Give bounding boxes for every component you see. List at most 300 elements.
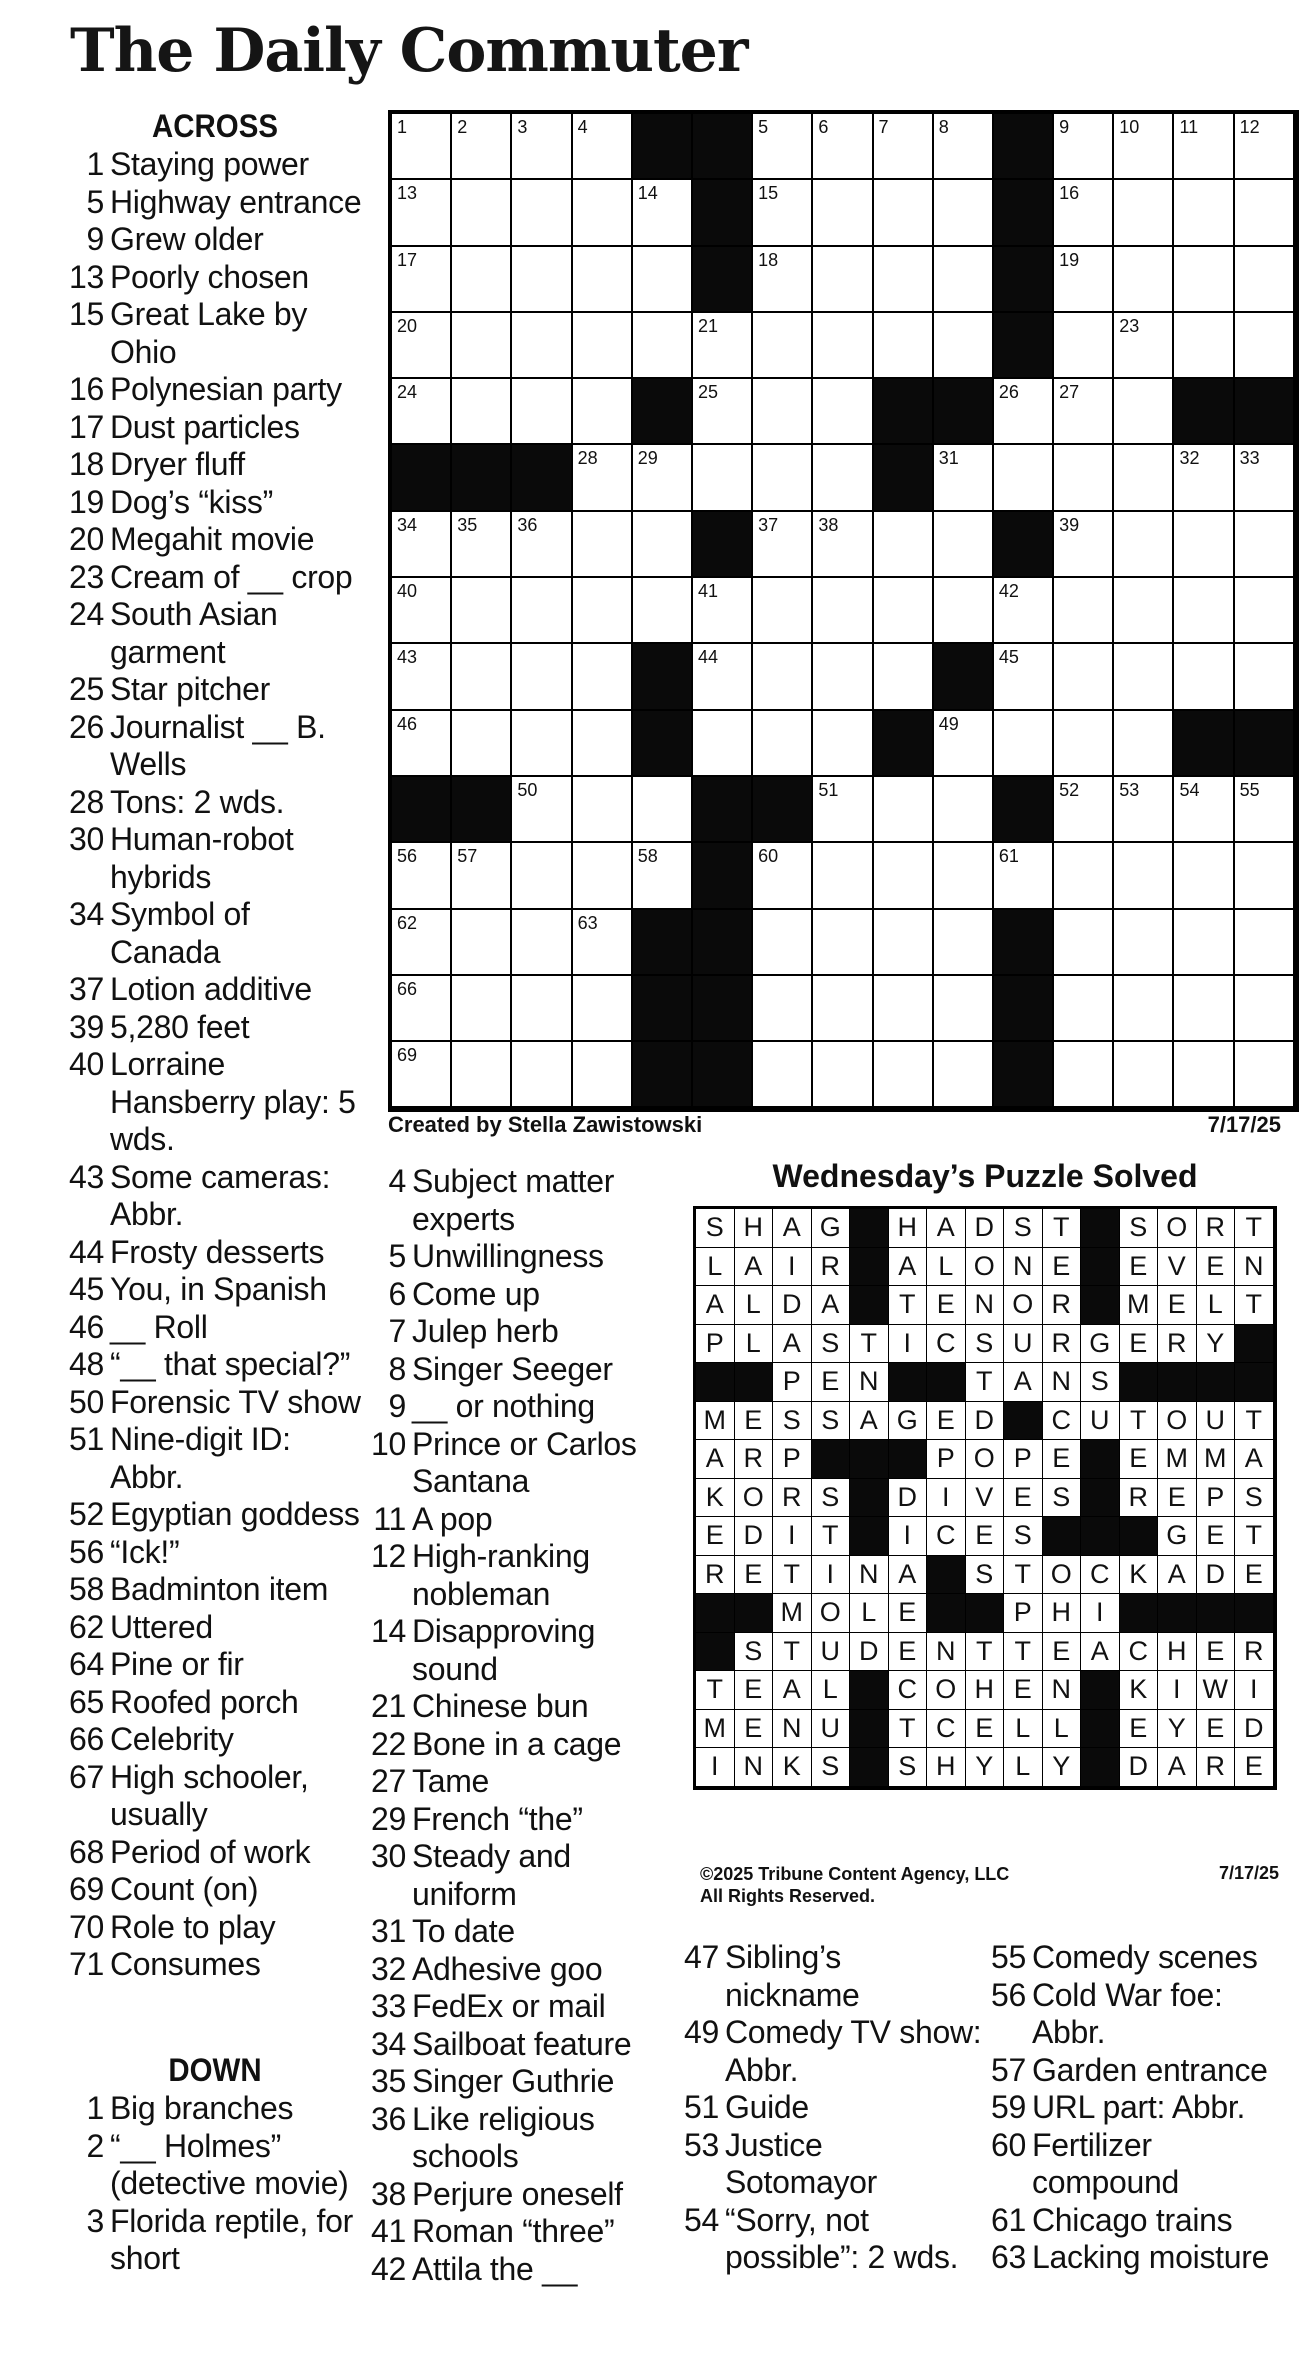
grid-cell[interactable] — [512, 1042, 572, 1108]
cell-number: 61 — [998, 846, 1019, 867]
grid-cell[interactable] — [1114, 180, 1174, 246]
grid-cell[interactable] — [874, 976, 934, 1042]
grid-cell[interactable] — [1054, 114, 1114, 180]
grid-cell[interactable] — [452, 910, 512, 976]
grid-cell[interactable] — [693, 644, 753, 710]
solution-letter: T — [1120, 1402, 1159, 1441]
grid-cell[interactable] — [512, 114, 572, 180]
clue-text: Celebrity — [110, 1721, 234, 1757]
grid-cell[interactable] — [573, 512, 633, 578]
grid-cell[interactable] — [452, 114, 512, 180]
crossword-grid — [388, 110, 1299, 1112]
grid-cell[interactable] — [633, 777, 693, 843]
grid-cell[interactable] — [1174, 114, 1234, 180]
clue-item — [370, 1613, 670, 1688]
grid-cell[interactable] — [512, 843, 572, 909]
grid-cell[interactable] — [1174, 644, 1234, 710]
clue-item — [68, 1946, 368, 1984]
grid-cell[interactable] — [452, 313, 512, 379]
grid-cell[interactable] — [1235, 644, 1295, 710]
clue-number: 28 — [69, 783, 104, 820]
grid-cell[interactable] — [813, 843, 873, 909]
solution-letter: H — [889, 1209, 928, 1248]
grid-cell[interactable] — [1114, 777, 1174, 843]
solution-letter: A — [927, 1209, 966, 1248]
grid-cell[interactable] — [633, 578, 693, 644]
grid-cell[interactable] — [994, 711, 1054, 777]
grid-cell[interactable] — [753, 379, 813, 445]
grid-cell[interactable] — [1235, 247, 1295, 313]
solution-row — [696, 1479, 1274, 1518]
clue-item — [370, 2176, 670, 2214]
grid-cell[interactable] — [934, 313, 994, 379]
solution-letter: C — [1120, 1633, 1159, 1672]
grid-cell[interactable] — [994, 578, 1054, 644]
solution-letter: S — [812, 1479, 851, 1518]
grid-cell[interactable] — [1174, 843, 1234, 909]
grid-cell[interactable] — [1114, 114, 1174, 180]
clue-item — [370, 1276, 670, 1314]
solution-letter: S — [966, 1325, 1005, 1364]
solution-letter: E — [1235, 1748, 1274, 1787]
grid-cell[interactable] — [934, 910, 994, 976]
grid-cell[interactable] — [693, 711, 753, 777]
grid-cell[interactable] — [633, 445, 693, 511]
cell-number: 40 — [397, 581, 418, 602]
solution-letter: A — [1158, 1556, 1197, 1595]
black-square — [1235, 1325, 1274, 1364]
clue-item — [68, 184, 368, 222]
grid-cell[interactable] — [1054, 777, 1114, 843]
black-square — [994, 976, 1054, 1042]
grid-cell[interactable] — [1235, 445, 1295, 511]
grid-cell[interactable] — [874, 180, 934, 246]
grid-cell[interactable] — [753, 247, 813, 313]
grid-cell[interactable] — [1174, 247, 1234, 313]
grid-cell[interactable] — [512, 247, 572, 313]
solution-letter: I — [812, 1556, 851, 1595]
solution-letter: D — [773, 1286, 812, 1325]
grid-cell[interactable] — [874, 1042, 934, 1108]
grid-cell[interactable] — [813, 1042, 873, 1108]
grid-cell[interactable] — [452, 379, 512, 445]
clue-text: Tons: 2 wds. — [110, 783, 285, 820]
grid-cell[interactable] — [934, 1042, 994, 1108]
clue-number: 56 — [69, 1533, 104, 1570]
grid-cell[interactable] — [1235, 910, 1295, 976]
grid-cell[interactable] — [573, 976, 633, 1042]
grid-cell[interactable] — [1054, 910, 1114, 976]
grid-cell[interactable] — [1235, 777, 1295, 843]
grid-cell[interactable] — [573, 114, 633, 180]
black-square — [934, 644, 994, 710]
black-square — [927, 1363, 966, 1402]
clue-number: 40 — [69, 1046, 104, 1082]
black-square — [693, 976, 753, 1042]
grid-cell[interactable] — [392, 843, 452, 909]
grid-cell[interactable] — [452, 644, 512, 710]
black-square — [874, 379, 934, 445]
grid-cell[interactable] — [392, 512, 452, 578]
clue-item — [68, 1684, 368, 1722]
grid-cell[interactable] — [874, 644, 934, 710]
grid-cell[interactable] — [934, 114, 994, 180]
grid-row — [392, 711, 1295, 777]
clue-text: Prince or Carlos Santana — [412, 1425, 637, 1499]
solution-row — [696, 1325, 1274, 1364]
grid-cell[interactable] — [813, 247, 873, 313]
clue-item — [68, 1609, 368, 1647]
grid-cell[interactable] — [633, 843, 693, 909]
solution-letter: S — [1004, 1209, 1043, 1248]
grid-cell[interactable] — [1174, 777, 1234, 843]
grid-cell[interactable] — [512, 512, 572, 578]
grid-cell[interactable] — [934, 247, 994, 313]
clue-text: Nine-digit ID: Abbr. — [110, 1421, 291, 1495]
grid-cell[interactable] — [753, 843, 813, 909]
grid-cell[interactable] — [512, 313, 572, 379]
grid-cell[interactable] — [1174, 445, 1234, 511]
grid-cell[interactable] — [934, 711, 994, 777]
clue-number: 8 — [388, 1350, 406, 1387]
grid-cell[interactable] — [874, 843, 934, 909]
grid-cell[interactable] — [633, 247, 693, 313]
cell-number: 42 — [998, 581, 1019, 602]
grid-cell[interactable] — [1054, 180, 1114, 246]
grid-cell[interactable] — [934, 976, 994, 1042]
grid-cell[interactable] — [1235, 843, 1295, 909]
clue-item — [370, 2251, 670, 2289]
solution-letter: A — [812, 1286, 851, 1325]
grid-cell[interactable] — [392, 910, 452, 976]
black-square — [966, 1594, 1005, 1633]
grid-cell[interactable] — [1114, 644, 1174, 710]
grid-cell[interactable] — [392, 313, 452, 379]
grid-cell[interactable] — [1054, 445, 1114, 511]
grid-cell[interactable] — [1174, 1042, 1234, 1108]
clue-text: Steady and uniform — [412, 1838, 571, 1912]
grid-cell[interactable] — [753, 578, 813, 644]
grid-cell[interactable] — [753, 445, 813, 511]
clue-number: 65 — [69, 1683, 104, 1720]
grid-cell[interactable] — [753, 180, 813, 246]
grid-cell[interactable] — [1114, 711, 1174, 777]
clue-item — [370, 1763, 670, 1801]
grid-cell[interactable] — [1174, 578, 1234, 644]
clue-item — [68, 2090, 368, 2128]
grid-cell[interactable] — [452, 976, 512, 1042]
clue-item — [68, 821, 368, 896]
grid-cell[interactable] — [392, 180, 452, 246]
clue-number: 21 — [371, 1688, 406, 1724]
grid-cell[interactable] — [1054, 247, 1114, 313]
solution-letter: L — [927, 1248, 966, 1287]
black-square — [693, 114, 753, 180]
clue-item — [990, 2202, 1290, 2240]
grid-cell[interactable] — [573, 843, 633, 909]
grid-cell[interactable] — [1114, 1042, 1174, 1108]
grid-cell[interactable] — [1054, 379, 1114, 445]
grid-cell[interactable] — [512, 644, 572, 710]
cell-number: 6 — [818, 117, 829, 137]
solution-letter: U — [812, 1633, 851, 1672]
grid-cell[interactable] — [452, 180, 512, 246]
grid-cell[interactable] — [1114, 843, 1174, 909]
grid-cell[interactable] — [392, 1042, 452, 1108]
grid-cell[interactable] — [1174, 313, 1234, 379]
grid-cell[interactable] — [1235, 578, 1295, 644]
grid-cell[interactable] — [874, 114, 934, 180]
clue-text: Perjure oneself — [412, 2175, 623, 2212]
clue-number: 3 — [86, 2202, 104, 2239]
clue-number: 61 — [991, 2201, 1026, 2238]
grid-cell[interactable] — [693, 578, 753, 644]
solution-letter: R — [696, 1556, 735, 1595]
grid-cell[interactable] — [573, 777, 633, 843]
grid-cell[interactable] — [813, 114, 873, 180]
grid-cell[interactable] — [813, 644, 873, 710]
grid-cell[interactable] — [813, 711, 873, 777]
grid-cell[interactable] — [1174, 512, 1234, 578]
grid-cell[interactable] — [452, 843, 512, 909]
grid-cell[interactable] — [1114, 445, 1174, 511]
grid-cell[interactable] — [512, 180, 572, 246]
grid-cell[interactable] — [753, 910, 813, 976]
cell-number: 8 — [938, 117, 949, 137]
grid-cell[interactable] — [753, 313, 813, 379]
solution-letter: N — [966, 1286, 1005, 1325]
grid-cell[interactable] — [994, 379, 1054, 445]
grid-cell[interactable] — [1114, 578, 1174, 644]
grid-cell[interactable] — [813, 445, 873, 511]
grid-cell[interactable] — [1054, 843, 1114, 909]
grid-cell[interactable] — [813, 379, 873, 445]
grid-cell[interactable] — [1114, 247, 1174, 313]
clue-number: 16 — [69, 371, 104, 407]
clue-item — [370, 1838, 670, 1913]
solution-letter: I — [773, 1517, 812, 1556]
grid-cell[interactable] — [874, 910, 934, 976]
grid-cell[interactable] — [934, 445, 994, 511]
solution-letter: E — [735, 1556, 774, 1595]
grid-cell[interactable] — [753, 644, 813, 710]
grid-cell[interactable] — [813, 777, 873, 843]
grid-cell[interactable] — [813, 976, 873, 1042]
grid-cell[interactable] — [392, 247, 452, 313]
grid-cell[interactable] — [753, 1042, 813, 1108]
grid-cell[interactable] — [1174, 910, 1234, 976]
solution-letter: G — [1158, 1517, 1197, 1556]
solution-letter: N — [1004, 1248, 1043, 1287]
solution-letter: U — [812, 1710, 851, 1749]
grid-cell[interactable] — [573, 644, 633, 710]
grid-cell[interactable] — [874, 777, 934, 843]
grid-cell[interactable] — [512, 910, 572, 976]
clue-item — [68, 784, 368, 822]
grid-row — [392, 578, 1295, 644]
black-square — [889, 1440, 928, 1479]
black-square — [994, 180, 1054, 246]
grid-cell[interactable] — [1054, 313, 1114, 379]
grid-cell[interactable] — [994, 843, 1054, 909]
clue-text: URL part: Abbr. — [1032, 2089, 1246, 2125]
clue-number: 50 — [69, 1383, 104, 1420]
grid-cell[interactable] — [452, 711, 512, 777]
grid-cell[interactable] — [693, 445, 753, 511]
grid-cell[interactable] — [1054, 512, 1114, 578]
solution-letter: E — [1004, 1671, 1043, 1710]
clue-number: 2 — [86, 2127, 104, 2164]
clue-text: Consumes — [110, 1946, 261, 1982]
grid-cell[interactable] — [1174, 180, 1234, 246]
solution-letter: E — [735, 1710, 774, 1749]
grid-cell[interactable] — [1235, 976, 1295, 1042]
grid-cell[interactable] — [573, 445, 633, 511]
grid-cell[interactable] — [392, 578, 452, 644]
solution-letter: K — [696, 1479, 735, 1518]
puzzle-date: 7/17/25 — [1207, 1112, 1281, 1137]
grid-cell[interactable] — [573, 180, 633, 246]
grid-cell[interactable] — [1235, 180, 1295, 246]
grid-cell[interactable] — [1235, 114, 1295, 180]
clue-text: French “the” — [412, 1800, 583, 1837]
grid-cell[interactable] — [633, 180, 693, 246]
grid-cell[interactable] — [1235, 1042, 1295, 1108]
grid-cell[interactable] — [994, 445, 1054, 511]
clue-number: 29 — [371, 1800, 406, 1837]
grid-cell[interactable] — [1114, 379, 1174, 445]
grid-cell[interactable] — [1114, 976, 1174, 1042]
black-square — [850, 1248, 889, 1287]
grid-cell[interactable] — [452, 247, 512, 313]
grid-cell[interactable] — [392, 976, 452, 1042]
grid-cell[interactable] — [512, 379, 572, 445]
grid-cell[interactable] — [753, 114, 813, 180]
grid-cell[interactable] — [753, 512, 813, 578]
grid-cell[interactable] — [573, 313, 633, 379]
grid-cell[interactable] — [813, 180, 873, 246]
grid-cell[interactable] — [633, 512, 693, 578]
grid-cell[interactable] — [1235, 313, 1295, 379]
cell-number: 52 — [1059, 779, 1080, 800]
cell-number: 1 — [397, 117, 408, 137]
grid-cell[interactable] — [392, 379, 452, 445]
grid-cell[interactable] — [392, 644, 452, 710]
solution-letter: A — [1158, 1748, 1197, 1787]
grid-cell[interactable] — [753, 976, 813, 1042]
grid-cell[interactable] — [1114, 910, 1174, 976]
clue-number: 30 — [69, 821, 104, 857]
solution-letter: T — [966, 1633, 1005, 1672]
clue-item — [68, 1759, 368, 1834]
grid-cell[interactable] — [813, 578, 873, 644]
grid-cell[interactable] — [392, 114, 452, 180]
grid-cell[interactable] — [693, 379, 753, 445]
grid-cell[interactable] — [813, 512, 873, 578]
grid-cell[interactable] — [573, 247, 633, 313]
cell-number: 54 — [1179, 779, 1200, 800]
solution-letter: R — [1120, 1479, 1159, 1518]
grid-cell[interactable] — [392, 711, 452, 777]
grid-cell[interactable] — [934, 777, 994, 843]
grid-cell[interactable] — [452, 578, 512, 644]
solution-letter: T — [1043, 1209, 1082, 1248]
clue-text: Period of work — [110, 1833, 311, 1870]
cell-number: 44 — [697, 647, 718, 668]
grid-cell[interactable] — [874, 313, 934, 379]
black-square — [693, 1042, 753, 1108]
grid-cell[interactable] — [512, 711, 572, 777]
grid-cell[interactable] — [512, 578, 572, 644]
grid-cell[interactable] — [874, 512, 934, 578]
solution-letter: S — [966, 1556, 1005, 1595]
grid-cell[interactable] — [573, 578, 633, 644]
solution-letter: N — [850, 1556, 889, 1595]
clue-number: 51 — [69, 1421, 104, 1457]
solution-letter: S — [696, 1209, 735, 1248]
solution-letter: T — [1235, 1517, 1274, 1556]
grid-cell[interactable] — [693, 313, 753, 379]
clue-item — [370, 2213, 670, 2251]
grid-cell[interactable] — [934, 578, 994, 644]
grid-cell[interactable] — [934, 180, 994, 246]
grid-cell[interactable] — [753, 711, 813, 777]
clue-number: 69 — [69, 1871, 104, 1907]
grid-cell[interactable] — [573, 379, 633, 445]
grid-cell[interactable] — [1174, 976, 1234, 1042]
clue-number: 25 — [69, 671, 104, 707]
grid-cell[interactable] — [573, 1042, 633, 1108]
clue-item — [683, 1939, 983, 2014]
grid-cell[interactable] — [934, 843, 994, 909]
solution-letter: I — [773, 1248, 812, 1287]
grid-cell[interactable] — [1114, 512, 1174, 578]
grid-cell[interactable] — [1054, 644, 1114, 710]
black-square — [994, 114, 1054, 180]
grid-cell[interactable] — [1114, 313, 1174, 379]
clue-number: 60 — [991, 2126, 1026, 2163]
grid-cell[interactable] — [573, 711, 633, 777]
grid-cell[interactable] — [874, 247, 934, 313]
solution-row — [696, 1594, 1274, 1633]
black-square — [1120, 1517, 1159, 1556]
clue-text: Role to play — [110, 1908, 276, 1945]
grid-cell[interactable] — [573, 910, 633, 976]
clue-text: To date — [412, 1913, 515, 1949]
grid-cell[interactable] — [633, 313, 693, 379]
solution-letter: I — [1081, 1594, 1120, 1633]
solution-letter: T — [812, 1517, 851, 1556]
grid-cell[interactable] — [512, 976, 572, 1042]
grid-cell[interactable] — [1054, 711, 1114, 777]
grid-cell[interactable] — [512, 777, 572, 843]
grid-cell[interactable] — [452, 1042, 512, 1108]
grid-cell[interactable] — [1054, 976, 1114, 1042]
grid-cell[interactable] — [452, 512, 512, 578]
grid-cell[interactable] — [874, 578, 934, 644]
grid-cell[interactable] — [994, 644, 1054, 710]
grid-cell[interactable] — [934, 512, 994, 578]
solution-letter: A — [1081, 1633, 1120, 1672]
grid-cell[interactable] — [1054, 578, 1114, 644]
clue-number: 20 — [69, 521, 104, 557]
cell-number: 46 — [397, 713, 418, 734]
clue-text: Megahit movie — [110, 521, 315, 557]
grid-cell[interactable] — [1235, 512, 1295, 578]
grid-cell[interactable] — [813, 313, 873, 379]
grid-cell[interactable] — [1054, 1042, 1114, 1108]
grid-cell[interactable] — [813, 910, 873, 976]
